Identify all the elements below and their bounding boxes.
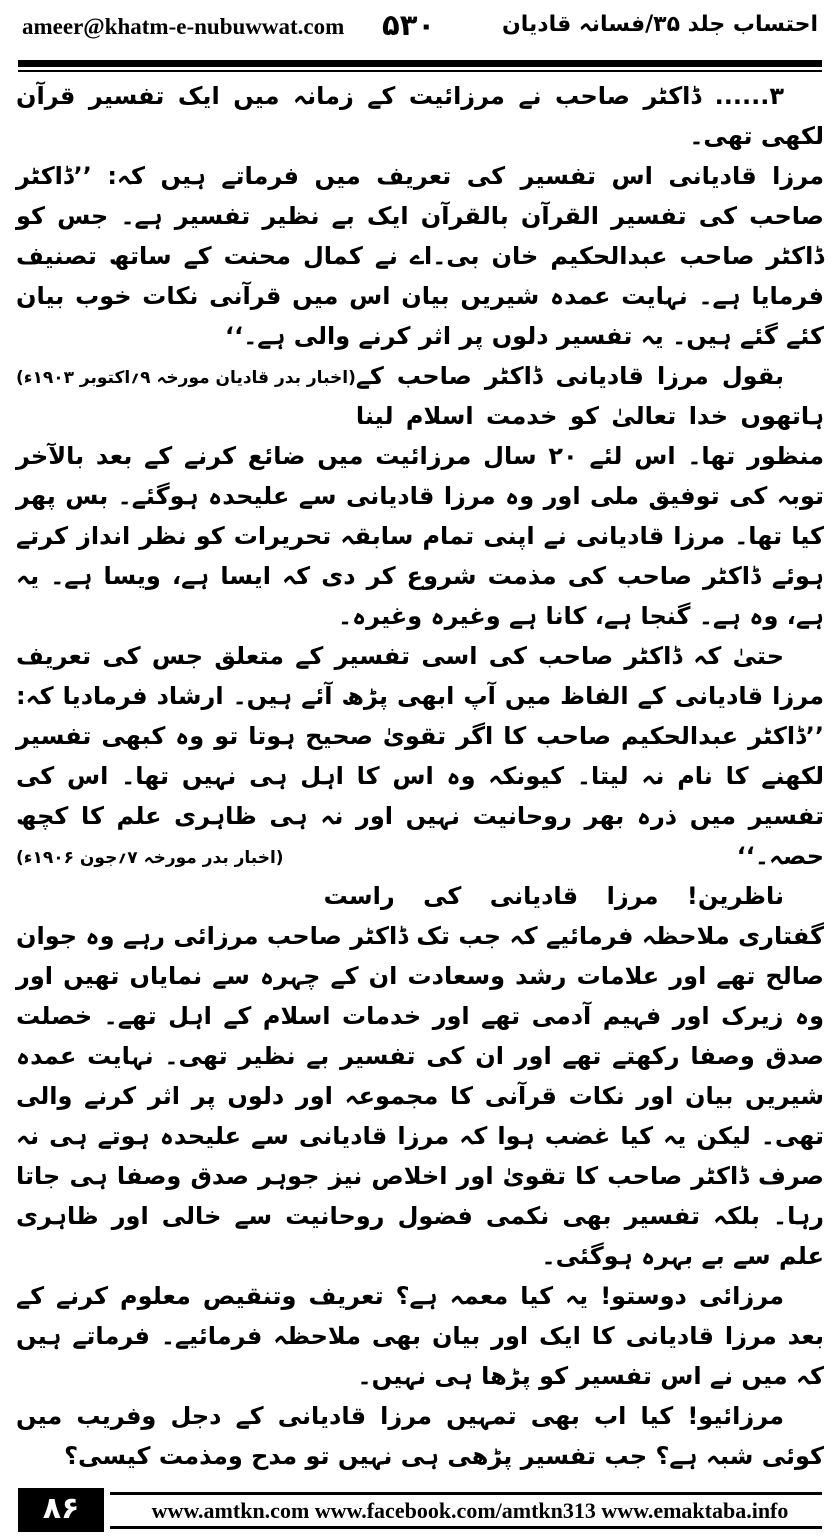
footer-page-number: ۸۶: [18, 1488, 104, 1532]
footer-urls[interactable]: www.amtkn.com www.facebook.com/amtkn313 www.emaktaba.info: [151, 1498, 789, 1523]
page-footer: [18, 1488, 822, 1532]
page-body: [16, 76, 824, 1476]
paragraph-4-text: حتیٰ کہ ڈاکٹر صاحب کی اسی تفسیر کے متعلق جس کی تعریف مرزا قادیانی کے الفاظ میں آپ ابھی پڑھ آئے ہیں۔ ارشاد فرمادیا کہ: ’’ڈاکٹر عبدالحکیم صاحب کا اگر تقویٰ صحیح ہوتا تو وہ کبھی تفسیر لکھنے کا نام نہ لیتا۔ کیونکہ وہ اس کا اہل ہی نہیں تھا۔ اس کی تفسیر میں ذرہ بھر روحانیت نہیں اور نہ ہی ظاہری علم کا کچھ حصہ۔‘‘: [16, 642, 824, 870]
header-rule-thick: [18, 60, 822, 67]
paragraph-2-text: مرزا قادیانی اس تفسیر کی تعریف میں فرماتے ہیں کہ: ’’ڈاکٹر صاحب کی تفسیر القرآن بالقرآن ایک بے نظیر تفسیر ہے۔ جس کو ڈاکٹر صاحب عبدالحکیم خان بی۔اے نے کمال محنت کے ساتھ تصنیف فرمایا ہے۔ نہایت عمدہ شیریں بیان اس میں قرآنی نکات خوب بیان کئے گئے ہیں۔ یہ تفسیر دلوں پر اثر کرنے والی ہے۔‘‘: [16, 162, 824, 350]
header-email: ameer@khatm-e-nubuwwat.com: [22, 14, 345, 39]
citation-2: (اخبار بدر مورخہ ۷؍جون ۱۹۰۶ء): [16, 848, 284, 868]
footer-rule-bottom: [110, 1526, 822, 1529]
footer-rule-top: [110, 1492, 822, 1495]
paragraph-3: بقول مرزا قادیانی ڈاکٹر صاحب کے ہاتھوں خدا تعالیٰ کو خدمت اسلام لینا منظور تھا۔ اس لئے ۲۰ سال مرزائیت میں ضائع کرنے کے بعد بالآخر توبہ کی توفیق ملی اور وہ مرزا قادیانی سے علیحدہ ہوگئے۔ بس پھر کیا تھا۔ مرزا قادیانی نے اپنی تمام سابقہ تحریرات کو نظر انداز کرتے ہوئے ڈاکٹر صاحب کی مذمت شروع کر دی کہ ایسا ہے، ویسا ہے۔ یہ ہے، وہ ہے۔ گنجا ہے، کانا ہے وغیرہ وغیرہ۔: [16, 362, 825, 630]
paragraph-1: ۳...... ڈاکٹر صاحب نے مرزائیت کے زمانہ میں ایک تفسیر قرآن لکھی تھی۔: [16, 82, 824, 150]
paragraph-4: [16, 636, 824, 876]
header-book-title: احتساب جلد ۳۵/فسانہ قادیان: [501, 12, 818, 37]
paragraph-5: ناظرین! مرزا قادیانی کی راست گفتاری ملاحظہ فرمائیے کہ جب تک ڈاکٹر صاحب مرزائی رہے وہ جوان صالح تھے اور علامات رشد وسعادت ان کے چہرہ سے نمایاں تھیں اور وہ زیرک اور فہیم آدمی تھے اور خدمات اسلام کے اہل تھے۔ خصلت صدق وصفا رکھتے تھے اور ان کی تفسیر بے نظیر تھی۔ نہایت عمدہ شیریں بیان اور نکات قرآنی کا مجموعہ اور دلوں پر اثر کرنے والی تھی۔ لیکن یہ کیا غضب ہوا کہ مرزا قادیانی سے علیحدہ ہوتے ہی نہ صرف ڈاکٹر صاحب کا تقویٰ اور اخلاص نیز جوہر صدق وصفا ہی جاتا رہا۔ بلکہ تفسیر بھی نکمی فضول روحانیت سے خالی اور ظاہری علم سے بے بہرہ ہوگئی۔: [16, 882, 824, 1270]
paragraph-7: مرزائیو! کیا اب بھی تمہیں مرزا قادیانی کے دجل وفریب میں کوئی شبہ ہے؟ جب تفسیر پڑھی ہی نہیں تو مدح ومذمت کیسی؟: [16, 1402, 824, 1470]
paragraph-6: مرزائی دوستو! یہ کیا معمہ ہے؟ تعریف وتنقیص معلوم کرنے کے بعد مرزا قادیانی کا ایک اور بیان بھی ملاحظہ فرمائیے۔ فرماتے ہیں کہ میں نے اس تفسیر کو پڑھا ہی نہیں۔: [16, 1282, 824, 1390]
citation-1: (اخبار بدر قادیان مورخہ ۹؍اکتوبر ۱۹۰۳ء): [16, 368, 356, 388]
page-header: [0, 0, 840, 62]
header-rule-thin: [18, 70, 822, 72]
paragraph-2: [16, 156, 824, 388]
header-page-number: ۵۳۰: [382, 8, 436, 42]
